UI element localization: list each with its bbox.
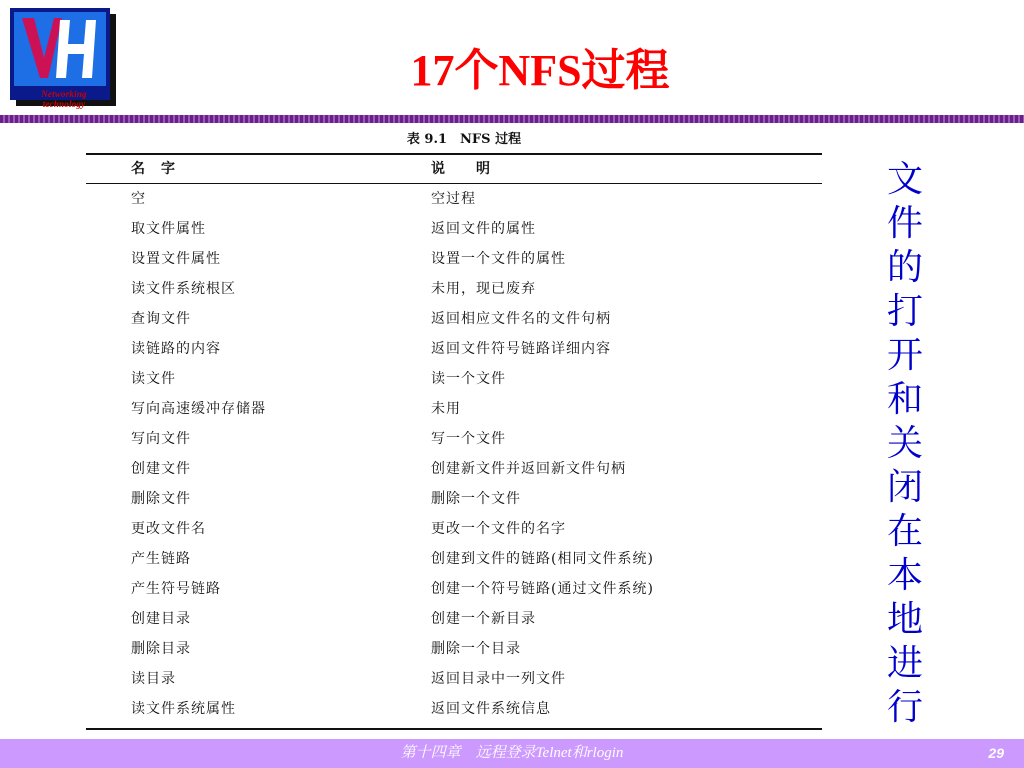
cell-name: 读文件 <box>131 371 176 387</box>
cell-desc: 创建新文件并返回新文件句柄 <box>431 461 626 477</box>
side-note-char: 在 <box>886 511 923 552</box>
side-note-vertical <box>882 158 928 730</box>
table-row <box>86 514 822 544</box>
side-note-char: 文 <box>886 159 923 200</box>
cell-desc: 返回目录中一列文件 <box>431 671 566 687</box>
cell-desc: 返回文件的属性 <box>431 221 536 237</box>
nfs-procedure-table <box>86 127 822 724</box>
cell-desc: 写一个文件 <box>431 431 506 447</box>
cell-desc: 创建到文件的链路(相同文件系统) <box>431 551 654 567</box>
cell-desc: 创建一个新目录 <box>431 611 536 627</box>
cell-name: 读目录 <box>131 671 176 687</box>
cell-desc: 读一个文件 <box>431 371 506 387</box>
side-note-char: 的 <box>886 247 923 288</box>
cell-name: 查询文件 <box>131 311 191 327</box>
cell-name: 读文件系统属性 <box>131 701 236 717</box>
side-note-char: 本 <box>886 555 923 596</box>
logo-text-line1: Networking <box>41 89 87 99</box>
table-row <box>86 394 822 424</box>
table-header-row <box>86 155 822 183</box>
side-note-char: 开 <box>886 335 923 376</box>
table-row <box>86 664 822 694</box>
table-row <box>86 604 822 634</box>
table-row <box>86 544 822 574</box>
logo-text-line2: technology <box>42 99 86 109</box>
cell-name: 读文件系统根区 <box>131 281 236 297</box>
cell-desc: 未用 <box>431 401 461 417</box>
cell-name: 读链路的内容 <box>131 341 221 357</box>
table-row <box>86 274 822 304</box>
cell-name: 写向文件 <box>131 431 191 447</box>
table-row <box>86 484 822 514</box>
table-row <box>86 424 822 454</box>
cell-desc: 返回文件系统信息 <box>431 701 551 717</box>
cell-desc: 返回文件符号链路详细内容 <box>431 341 611 357</box>
cell-desc: 未用，现已废弃 <box>431 281 536 297</box>
cell-desc: 空过程 <box>431 191 476 207</box>
cell-desc: 创建一个符号链路(通过文件系统) <box>431 581 654 597</box>
table-row <box>86 304 822 334</box>
cell-name: 取文件属性 <box>131 221 206 237</box>
title-divider <box>0 115 1024 123</box>
page-number: 29 <box>988 745 1004 761</box>
cell-name: 创建目录 <box>131 611 191 627</box>
header-desc: 说 明 <box>431 161 491 177</box>
side-note-char: 和 <box>886 379 923 420</box>
table-row <box>86 364 822 394</box>
table-body <box>86 184 822 724</box>
table-row <box>86 214 822 244</box>
cell-desc: 删除一个目录 <box>431 641 521 657</box>
slide-title: 17个NFS过程 <box>410 46 670 95</box>
logo <box>10 8 118 108</box>
table-row <box>86 184 822 214</box>
footer-chapter-text: 第十四章 远程登录Telnet和rlogin <box>400 745 624 761</box>
cell-name: 创建文件 <box>131 461 191 477</box>
table-row <box>86 454 822 484</box>
cell-desc: 更改一个文件的名字 <box>431 521 566 537</box>
cell-name: 写向高速缓冲存储器 <box>131 401 266 417</box>
side-note-char: 关 <box>886 423 923 464</box>
cell-name: 产生符号链路 <box>131 581 221 597</box>
table-bottom-rule <box>86 728 822 730</box>
side-note-char: 件 <box>886 203 923 244</box>
table-row <box>86 244 822 274</box>
cell-name: 更改文件名 <box>131 521 206 537</box>
cell-name: 设置文件属性 <box>131 251 221 267</box>
cell-name: 空 <box>131 191 146 207</box>
side-note-char: 地 <box>886 599 923 640</box>
cell-name: 产生链路 <box>131 551 191 567</box>
header-name: 名 字 <box>131 161 176 177</box>
table-caption: 表 9.1 NFS 过程 <box>406 132 522 147</box>
cell-name: 删除文件 <box>131 491 191 507</box>
footer-bar <box>0 739 1024 768</box>
side-note-char: 行 <box>886 687 923 728</box>
cell-desc: 设置一个文件的属性 <box>431 251 566 267</box>
cell-name: 删除目录 <box>131 641 191 657</box>
logo-text <box>12 89 116 109</box>
cell-desc: 返回相应文件名的文件句柄 <box>431 311 611 327</box>
table-row <box>86 634 822 664</box>
table-row <box>86 334 822 364</box>
side-note-char: 进 <box>886 643 923 684</box>
side-note-char: 闭 <box>886 467 923 508</box>
side-note-char: 打 <box>886 291 923 332</box>
table-row <box>86 574 822 604</box>
table-row <box>86 694 822 724</box>
cell-desc: 删除一个文件 <box>431 491 521 507</box>
